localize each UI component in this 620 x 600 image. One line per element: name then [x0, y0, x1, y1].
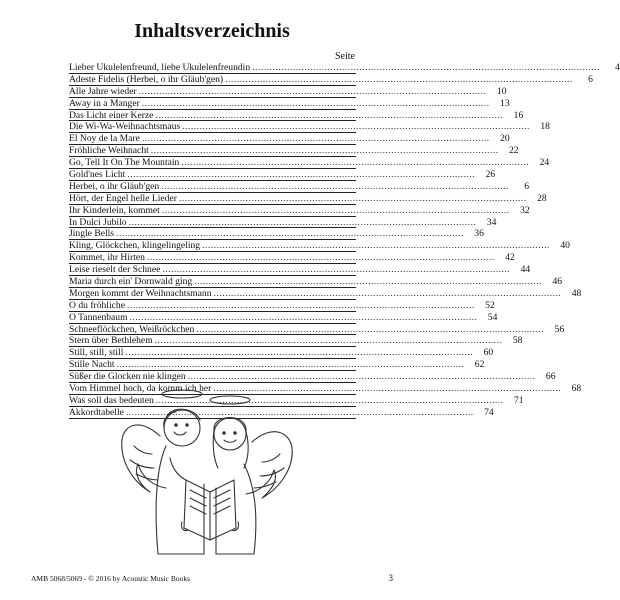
toc-entry-page: 22: [509, 145, 519, 157]
toc-entry-title: Herbei, o ihr Gläub'gen: [69, 180, 160, 192]
toc-entry: [69, 216, 497, 229]
page-number: 3: [388, 573, 393, 583]
toc-dot-leader: ........................................................................................................................: [181, 157, 530, 169]
toc-entry-page: 40: [560, 240, 570, 252]
toc-entry-page: 4: [615, 62, 620, 73]
toc-dot-leader: ........................................................................................................................: [128, 216, 477, 228]
toc-entry-title: Die Wi-Wa-Weihnachtsmaus: [69, 121, 181, 133]
toc-dot-leader: ........................................................................................................................: [182, 121, 530, 133]
toc-entry-page: 28: [537, 192, 547, 204]
toc-entry-title: Akkordtabelle: [69, 406, 124, 418]
toc-dot-leader: ........................................................................................................................: [213, 383, 562, 395]
toc-dot-leader: ........................................................................................................................: [178, 192, 527, 204]
toc-entry-title: Morgen kommt der Weihnachtsmann: [69, 287, 212, 299]
toc-entry-page: 56: [554, 323, 565, 335]
toc-dot-leader: ........................................................................................................................: [150, 145, 499, 157]
toc-entry-title: Süßer die Glocken nie klingen: [69, 371, 186, 383]
toc-entry-page: 34: [486, 216, 497, 228]
toc-entry-title: Was soll das bedeuten: [69, 394, 154, 406]
toc-entry-title: Alle Jahre wieder: [69, 85, 137, 97]
toc-entry-title: Leise rieselt der Schnee: [69, 264, 161, 276]
toc-dot-leader: ........................................................................................................................: [194, 276, 543, 288]
toc-entry: [69, 359, 485, 371]
toc-dot-leader: ........................................................................................................................: [225, 73, 573, 85]
toc-entry: [69, 192, 547, 205]
toc-entry: [69, 323, 565, 336]
toc-entry: [69, 109, 524, 122]
toc-entry-page: 62: [474, 359, 485, 371]
table-of-contents: [69, 62, 620, 419]
toc-dot-leader: ........................................................................................................................: [141, 133, 490, 145]
toc-dot-leader: ........................................................................................................................: [202, 240, 550, 252]
toc-dot-leader: ........................................................................................................................: [155, 394, 504, 406]
toc-entry: [69, 287, 582, 300]
toc-entry-title: Ihr Kinderlein, kommet: [69, 204, 160, 216]
toc-dot-leader: ........................................................................................................................: [116, 228, 464, 240]
page-column-header: Seite: [335, 51, 355, 62]
toc-entry-page: 68: [571, 383, 582, 395]
toc-entry-page: 54: [487, 311, 498, 323]
toc-dot-leader: ........................................................................................................................: [126, 299, 475, 311]
toc-entry-page: 26: [485, 169, 496, 181]
toc-entry-page: 24: [539, 157, 550, 169]
toc-entry: [69, 85, 507, 98]
toc-entry-title: Adeste Fidelis (Herbei, o ihr Gläub'gen): [69, 73, 224, 85]
toc-dot-leader: ........................................................................................................................: [138, 85, 487, 97]
toc-entry-title: Still, still, still: [69, 347, 124, 359]
toc-dot-leader: ........................................................................................................................: [187, 371, 536, 383]
toc-entry-title: Hört, der Engel helle Lieder: [69, 192, 177, 204]
toc-dot-leader: ........................................................................................................................: [155, 109, 504, 121]
toc-dot-leader: ........................................................................................................................: [116, 359, 465, 371]
toc-entry: [69, 335, 523, 347]
angels-illustration: [120, 388, 300, 558]
toc-entry-page: 6: [524, 180, 529, 192]
toc-entry: [69, 252, 515, 264]
toc-entry-title: Lieber Ukulelenfreund, liebe Ukulelenfreundin: [69, 62, 251, 73]
toc-entry-title: Stille Nacht: [69, 359, 115, 371]
toc-dot-leader: ........................................................................................................................: [161, 180, 509, 192]
toc-entry: [69, 180, 529, 193]
toc-dot-leader: ........................................................................................................................: [213, 287, 562, 299]
toc-entry: [69, 133, 510, 145]
toc-entry-page: 58: [512, 335, 523, 347]
toc-entry-title: Maria durch ein' Dornwald ging: [69, 276, 193, 288]
toc-entry-title: Stern über Bethlehem: [69, 335, 153, 347]
copyright-footer: AMB 5068/5069 - © 2016 by Acoustic Music Books: [31, 574, 191, 583]
toc-entry: [69, 97, 510, 110]
toc-entry-title: O du fröhliche: [69, 299, 125, 311]
toc-dot-leader: ........................................................................................................................: [125, 406, 474, 418]
toc-entry-page: 46: [552, 276, 563, 288]
toc-dot-leader: ........................................................................................................................: [252, 62, 600, 73]
toc-entry-page: 6: [588, 73, 593, 85]
toc-entry-page: 42: [505, 252, 515, 264]
toc-entry: [69, 299, 495, 312]
toc-entry-title: In Dulci Jubilo: [69, 216, 127, 228]
toc-dot-leader: ........................................................................................................................: [196, 323, 545, 335]
toc-entry-page: 52: [485, 299, 495, 311]
toc-entry-title: Fröhliche Weihnacht: [69, 145, 149, 157]
toc-entry-page: 16: [513, 109, 524, 121]
toc-entry-page: 71: [513, 394, 524, 406]
toc-entry-title: Gold'nes Licht: [69, 169, 126, 181]
toc-dot-leader: ........................................................................................................................: [127, 169, 476, 181]
toc-entry-page: 44: [520, 264, 531, 276]
toc-entry-title: Schneeflöckchen, Weißröckchen: [69, 323, 195, 335]
toc-entry-page: 20: [500, 133, 510, 145]
page-title: Inhaltsverzeichnis: [134, 20, 290, 42]
toc-entry-title: Jingle Bells: [69, 228, 115, 240]
toc-dot-leader: ........................................................................................................................: [129, 311, 478, 323]
toc-entry-title: Kling, Glöckchen, klingelingeling: [69, 240, 201, 252]
toc-entry: [69, 169, 496, 181]
toc-dot-leader: ........................................................................................................................: [162, 264, 511, 276]
toc-entry-title: El Noy de la Mare: [69, 133, 140, 145]
toc-entry-page: 74: [484, 406, 494, 418]
toc-dot-leader: ........................................................................................................................: [141, 97, 490, 109]
toc-entry-title: Das Licht einer Kerze: [69, 109, 154, 121]
toc-entry: [69, 145, 519, 157]
toc-dot-leader: ........................................................................................................................: [125, 347, 474, 359]
toc-entry-page: 32: [520, 204, 530, 216]
toc-entry-page: 66: [545, 371, 556, 383]
toc-entry-title: Kommet, ihr Hirten: [69, 252, 145, 264]
toc-entry: [69, 121, 550, 133]
toc-dot-leader: ........................................................................................................................: [154, 335, 503, 347]
toc-entry-page: 60: [483, 347, 494, 359]
toc-entry: [69, 311, 498, 324]
toc-dot-leader: ........................................................................................................................: [161, 204, 510, 216]
toc-entry-page: 10: [496, 85, 507, 97]
toc-entry: [69, 371, 556, 383]
toc-entry: [69, 157, 550, 169]
toc-entry: [69, 347, 494, 359]
toc-entry: [69, 73, 593, 86]
toc-entry-page: 36: [474, 228, 484, 240]
toc-entry: [69, 276, 563, 288]
toc-entry-page: 18: [540, 121, 550, 133]
toc-entry: [69, 62, 620, 74]
toc-entry: [69, 264, 531, 276]
toc-entry: [69, 228, 484, 240]
toc-entry: [69, 204, 530, 217]
toc-entry-page: 48: [571, 287, 582, 299]
toc-entry-title: Away in a Manger: [69, 97, 140, 109]
toc-entry-title: Vom Himmel hoch, da komm ich her: [69, 383, 212, 395]
toc-entry-page: 13: [500, 97, 510, 109]
toc-entry: [69, 240, 570, 252]
toc-entry-title: O Tannenbaum: [69, 311, 128, 323]
toc-entry-title: Go, Tell It On The Mountain: [69, 157, 180, 169]
toc-dot-leader: ........................................................................................................................: [146, 252, 495, 264]
